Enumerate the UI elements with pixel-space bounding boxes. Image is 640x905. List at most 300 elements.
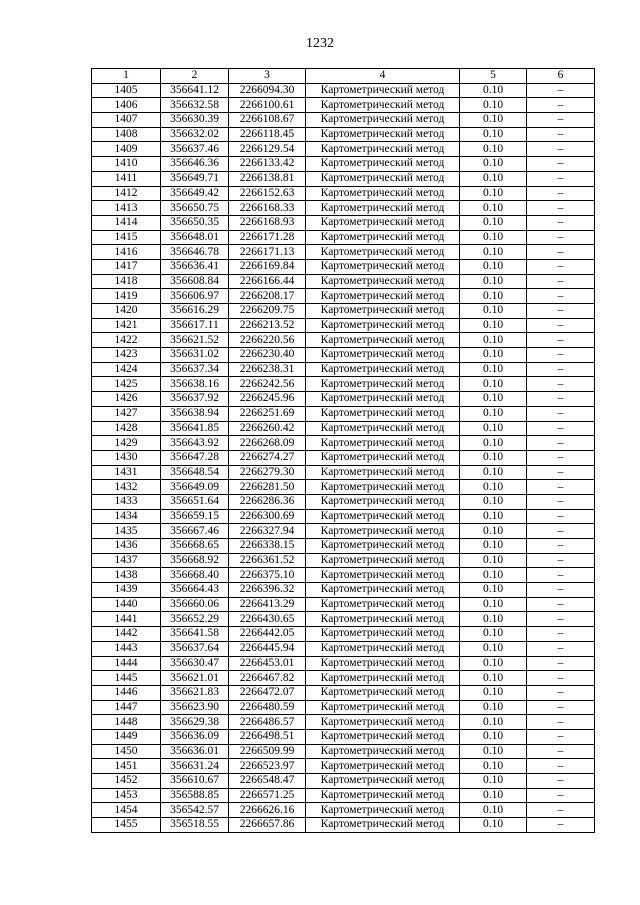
y-coordinate-cell: 2266626.16 (229, 803, 306, 818)
accuracy-cell: 0.10 (460, 568, 527, 583)
x-coordinate-cell: 356646.36 (161, 157, 229, 172)
y-coordinate-cell: 2266171.28 (229, 230, 306, 245)
x-coordinate-cell: 356623.90 (161, 700, 229, 715)
y-coordinate-cell: 2266208.17 (229, 289, 306, 304)
point-number-cell: 1446 (92, 685, 161, 700)
table-row (92, 392, 595, 407)
x-coordinate-cell: 356637.46 (161, 142, 229, 157)
point-number-cell: 1427 (92, 406, 161, 421)
y-coordinate-cell: 2266279.30 (229, 465, 306, 480)
point-number-cell: 1440 (92, 597, 161, 612)
table-row (92, 524, 595, 539)
y-coordinate-cell: 2266094.30 (229, 83, 306, 98)
description-cell: – (527, 142, 595, 157)
y-coordinate-cell: 2266220.56 (229, 333, 306, 348)
accuracy-cell: 0.10 (460, 436, 527, 451)
column-header: 4 (306, 69, 460, 84)
table-row (92, 142, 595, 157)
y-coordinate-cell: 2266242.56 (229, 377, 306, 392)
x-coordinate-cell: 356632.02 (161, 127, 229, 142)
table-row (92, 480, 595, 495)
accuracy-cell: 0.10 (460, 392, 527, 407)
table-row (92, 127, 595, 142)
y-coordinate-cell: 2266467.82 (229, 671, 306, 686)
method-cell: Картометрический метод (306, 788, 460, 803)
method-cell: Картометрический метод (306, 509, 460, 524)
x-coordinate-cell: 356664.43 (161, 583, 229, 598)
method-cell: Картометрический метод (306, 729, 460, 744)
x-coordinate-cell: 356631.02 (161, 348, 229, 363)
accuracy-cell: 0.10 (460, 362, 527, 377)
y-coordinate-cell: 2266245.96 (229, 392, 306, 407)
accuracy-cell: 0.10 (460, 539, 527, 554)
point-number-cell: 1422 (92, 333, 161, 348)
x-coordinate-cell: 356652.29 (161, 612, 229, 627)
method-cell: Картометрический метод (306, 171, 460, 186)
accuracy-cell: 0.10 (460, 333, 527, 348)
y-coordinate-cell: 2266430.65 (229, 612, 306, 627)
method-cell: Картометрический метод (306, 641, 460, 656)
table-row (92, 539, 595, 554)
x-coordinate-cell: 356610.67 (161, 774, 229, 789)
method-cell: Картометрический метод (306, 685, 460, 700)
table-row (92, 597, 595, 612)
description-cell: – (527, 304, 595, 319)
x-coordinate-cell: 356621.83 (161, 685, 229, 700)
table-row (92, 612, 595, 627)
point-number-cell: 1405 (92, 83, 161, 98)
point-number-cell: 1410 (92, 157, 161, 172)
y-coordinate-cell: 2266338.15 (229, 539, 306, 554)
method-cell: Картометрический метод (306, 553, 460, 568)
x-coordinate-cell: 356649.42 (161, 186, 229, 201)
x-coordinate-cell: 356542.57 (161, 803, 229, 818)
y-coordinate-cell: 2266396.32 (229, 583, 306, 598)
method-cell: Картометрический метод (306, 759, 460, 774)
method-cell: Картометрический метод (306, 450, 460, 465)
accuracy-cell: 0.10 (460, 245, 527, 260)
y-coordinate-cell: 2266657.86 (229, 818, 306, 833)
table-row (92, 259, 595, 274)
method-cell: Картометрический метод (306, 362, 460, 377)
point-number-cell: 1432 (92, 480, 161, 495)
x-coordinate-cell: 356651.64 (161, 494, 229, 509)
x-coordinate-cell: 356621.01 (161, 671, 229, 686)
accuracy-cell: 0.10 (460, 201, 527, 216)
description-cell: – (527, 215, 595, 230)
y-coordinate-cell: 2266486.57 (229, 715, 306, 730)
table-row (92, 83, 595, 98)
x-coordinate-cell: 356647.28 (161, 450, 229, 465)
accuracy-cell: 0.10 (460, 377, 527, 392)
y-coordinate-cell: 2266413.29 (229, 597, 306, 612)
y-coordinate-cell: 2266268.09 (229, 436, 306, 451)
point-number-cell: 1408 (92, 127, 161, 142)
y-coordinate-cell: 2266168.33 (229, 201, 306, 216)
x-coordinate-cell: 356637.92 (161, 392, 229, 407)
method-cell: Картометрический метод (306, 127, 460, 142)
point-number-cell: 1436 (92, 539, 161, 554)
x-coordinate-cell: 356636.01 (161, 744, 229, 759)
table-row (92, 700, 595, 715)
description-cell: – (527, 627, 595, 642)
y-coordinate-cell: 2266118.45 (229, 127, 306, 142)
accuracy-cell: 0.10 (460, 656, 527, 671)
description-cell: – (527, 759, 595, 774)
x-coordinate-cell: 356667.46 (161, 524, 229, 539)
accuracy-cell: 0.10 (460, 715, 527, 730)
y-coordinate-cell: 2266129.54 (229, 142, 306, 157)
table-row (92, 450, 595, 465)
method-cell: Картометрический метод (306, 83, 460, 98)
point-number-cell: 1445 (92, 671, 161, 686)
y-coordinate-cell: 2266100.61 (229, 98, 306, 113)
table-row (92, 583, 595, 598)
point-number-cell: 1450 (92, 744, 161, 759)
table-row (92, 715, 595, 730)
method-cell: Картометрический метод (306, 406, 460, 421)
table-row (92, 245, 595, 260)
x-coordinate-cell: 356631.24 (161, 759, 229, 774)
accuracy-cell: 0.10 (460, 259, 527, 274)
x-coordinate-cell: 356646.78 (161, 245, 229, 260)
y-coordinate-cell: 2266260.42 (229, 421, 306, 436)
description-cell: – (527, 715, 595, 730)
description-cell: – (527, 700, 595, 715)
method-cell: Картометрический метод (306, 245, 460, 260)
description-cell: – (527, 377, 595, 392)
table-row (92, 744, 595, 759)
y-coordinate-cell: 2266523.97 (229, 759, 306, 774)
x-coordinate-cell: 356650.35 (161, 215, 229, 230)
table-row (92, 671, 595, 686)
point-number-cell: 1435 (92, 524, 161, 539)
accuracy-cell: 0.10 (460, 127, 527, 142)
table-row (92, 685, 595, 700)
table-row (92, 318, 595, 333)
accuracy-cell: 0.10 (460, 803, 527, 818)
point-number-cell: 1447 (92, 700, 161, 715)
accuracy-cell: 0.10 (460, 759, 527, 774)
x-coordinate-cell: 356668.65 (161, 539, 229, 554)
method-cell: Картометрический метод (306, 583, 460, 598)
accuracy-cell: 0.10 (460, 641, 527, 656)
table-row (92, 215, 595, 230)
table-row (92, 641, 595, 656)
x-coordinate-cell: 356659.15 (161, 509, 229, 524)
y-coordinate-cell: 2266209.75 (229, 304, 306, 319)
x-coordinate-cell: 356660.06 (161, 597, 229, 612)
method-cell: Картометрический метод (306, 524, 460, 539)
description-cell: – (527, 157, 595, 172)
description-cell: – (527, 348, 595, 363)
description-cell: – (527, 597, 595, 612)
x-coordinate-cell: 356636.41 (161, 259, 229, 274)
description-cell: – (527, 465, 595, 480)
table-row (92, 333, 595, 348)
accuracy-cell: 0.10 (460, 553, 527, 568)
table-row (92, 509, 595, 524)
point-number-cell: 1448 (92, 715, 161, 730)
table-row (92, 553, 595, 568)
table-row (92, 568, 595, 583)
y-coordinate-cell: 2266453.01 (229, 656, 306, 671)
x-coordinate-cell: 356638.94 (161, 406, 229, 421)
accuracy-cell: 0.10 (460, 157, 527, 172)
table-row (92, 186, 595, 201)
x-coordinate-cell: 356588.85 (161, 788, 229, 803)
x-coordinate-cell: 356630.47 (161, 656, 229, 671)
accuracy-cell: 0.10 (460, 612, 527, 627)
description-cell: – (527, 186, 595, 201)
accuracy-cell: 0.10 (460, 627, 527, 642)
description-cell: – (527, 98, 595, 113)
coordinates-table (91, 68, 595, 833)
method-cell: Картометрический метод (306, 627, 460, 642)
method-cell: Картометрический метод (306, 494, 460, 509)
accuracy-cell: 0.10 (460, 215, 527, 230)
accuracy-cell: 0.10 (460, 480, 527, 495)
accuracy-cell: 0.10 (460, 98, 527, 113)
y-coordinate-cell: 2266238.31 (229, 362, 306, 377)
description-cell: – (527, 774, 595, 789)
description-cell: – (527, 274, 595, 289)
point-number-cell: 1409 (92, 142, 161, 157)
accuracy-cell: 0.10 (460, 818, 527, 833)
accuracy-cell: 0.10 (460, 289, 527, 304)
y-coordinate-cell: 2266213.52 (229, 318, 306, 333)
description-cell: – (527, 553, 595, 568)
point-number-cell: 1443 (92, 641, 161, 656)
table-row (92, 377, 595, 392)
x-coordinate-cell: 356632.58 (161, 98, 229, 113)
description-cell: – (527, 656, 595, 671)
point-number-cell: 1454 (92, 803, 161, 818)
table-row (92, 98, 595, 113)
y-coordinate-cell: 2266171.13 (229, 245, 306, 260)
x-coordinate-cell: 356630.39 (161, 113, 229, 128)
y-coordinate-cell: 2266498.51 (229, 729, 306, 744)
y-coordinate-cell: 2266274.27 (229, 450, 306, 465)
y-coordinate-cell: 2266442.05 (229, 627, 306, 642)
x-coordinate-cell: 356518.55 (161, 818, 229, 833)
description-cell: – (527, 201, 595, 216)
point-number-cell: 1429 (92, 436, 161, 451)
x-coordinate-cell: 356621.52 (161, 333, 229, 348)
accuracy-cell: 0.10 (460, 406, 527, 421)
accuracy-cell: 0.10 (460, 597, 527, 612)
x-coordinate-cell: 356649.09 (161, 480, 229, 495)
accuracy-cell: 0.10 (460, 348, 527, 363)
accuracy-cell: 0.10 (460, 186, 527, 201)
method-cell: Картометрический метод (306, 201, 460, 216)
method-cell: Картометрический метод (306, 142, 460, 157)
point-number-cell: 1418 (92, 274, 161, 289)
accuracy-cell: 0.10 (460, 685, 527, 700)
point-number-cell: 1437 (92, 553, 161, 568)
point-number-cell: 1444 (92, 656, 161, 671)
point-number-cell: 1424 (92, 362, 161, 377)
point-number-cell: 1426 (92, 392, 161, 407)
method-cell: Картометрический метод (306, 377, 460, 392)
table-row (92, 774, 595, 789)
description-cell: – (527, 83, 595, 98)
description-cell: – (527, 392, 595, 407)
point-number-cell: 1412 (92, 186, 161, 201)
method-cell: Картометрический метод (306, 465, 460, 480)
table-row (92, 436, 595, 451)
x-coordinate-cell: 356616.29 (161, 304, 229, 319)
point-number-cell: 1455 (92, 818, 161, 833)
y-coordinate-cell: 2266152.63 (229, 186, 306, 201)
description-cell: – (527, 318, 595, 333)
accuracy-cell: 0.10 (460, 494, 527, 509)
description-cell: – (527, 245, 595, 260)
y-coordinate-cell: 2266300.69 (229, 509, 306, 524)
point-number-cell: 1411 (92, 171, 161, 186)
description-cell: – (527, 436, 595, 451)
method-cell: Картометрический метод (306, 818, 460, 833)
method-cell: Картометрический метод (306, 700, 460, 715)
y-coordinate-cell: 2266327.94 (229, 524, 306, 539)
method-cell: Картометрический метод (306, 98, 460, 113)
accuracy-cell: 0.10 (460, 171, 527, 186)
description-cell: – (527, 818, 595, 833)
method-cell: Картометрический метод (306, 304, 460, 319)
method-cell: Картометрический метод (306, 421, 460, 436)
method-cell: Картометрический метод (306, 744, 460, 759)
description-cell: – (527, 524, 595, 539)
table-row (92, 803, 595, 818)
method-cell: Картометрический метод (306, 289, 460, 304)
accuracy-cell: 0.10 (460, 113, 527, 128)
description-cell: – (527, 480, 595, 495)
point-number-cell: 1416 (92, 245, 161, 260)
accuracy-cell: 0.10 (460, 583, 527, 598)
x-coordinate-cell: 356636.09 (161, 729, 229, 744)
accuracy-cell: 0.10 (460, 142, 527, 157)
accuracy-cell: 0.10 (460, 700, 527, 715)
column-header: 1 (92, 69, 161, 84)
accuracy-cell: 0.10 (460, 729, 527, 744)
description-cell: – (527, 539, 595, 554)
description-cell: – (527, 450, 595, 465)
point-number-cell: 1439 (92, 583, 161, 598)
table-row (92, 494, 595, 509)
point-number-cell: 1413 (92, 201, 161, 216)
y-coordinate-cell: 2266168.93 (229, 215, 306, 230)
point-number-cell: 1451 (92, 759, 161, 774)
table-row (92, 304, 595, 319)
point-number-cell: 1449 (92, 729, 161, 744)
point-number-cell: 1423 (92, 348, 161, 363)
accuracy-cell: 0.10 (460, 465, 527, 480)
description-cell: – (527, 289, 595, 304)
y-coordinate-cell: 2266480.59 (229, 700, 306, 715)
method-cell: Картометрический метод (306, 215, 460, 230)
column-header: 3 (229, 69, 306, 84)
accuracy-cell: 0.10 (460, 304, 527, 319)
method-cell: Картометрический метод (306, 157, 460, 172)
y-coordinate-cell: 2266281.50 (229, 480, 306, 495)
method-cell: Картометрический метод (306, 612, 460, 627)
point-number-cell: 1433 (92, 494, 161, 509)
y-coordinate-cell: 2266548.47 (229, 774, 306, 789)
description-cell: – (527, 744, 595, 759)
y-coordinate-cell: 2266230.40 (229, 348, 306, 363)
table-row (92, 465, 595, 480)
method-cell: Картометрический метод (306, 274, 460, 289)
accuracy-cell: 0.10 (460, 788, 527, 803)
point-number-cell: 1434 (92, 509, 161, 524)
description-cell: – (527, 362, 595, 377)
description-cell: – (527, 729, 595, 744)
table-row (92, 201, 595, 216)
description-cell: – (527, 788, 595, 803)
accuracy-cell: 0.10 (460, 744, 527, 759)
point-number-cell: 1452 (92, 774, 161, 789)
page-number: 1232 (306, 36, 334, 51)
point-number-cell: 1420 (92, 304, 161, 319)
y-coordinate-cell: 2266138.81 (229, 171, 306, 186)
point-number-cell: 1425 (92, 377, 161, 392)
method-cell: Картометрический метод (306, 671, 460, 686)
x-coordinate-cell: 356648.54 (161, 465, 229, 480)
accuracy-cell: 0.10 (460, 421, 527, 436)
method-cell: Картометрический метод (306, 568, 460, 583)
method-cell: Картометрический метод (306, 318, 460, 333)
accuracy-cell: 0.10 (460, 83, 527, 98)
description-cell: – (527, 803, 595, 818)
y-coordinate-cell: 2266375.10 (229, 568, 306, 583)
method-cell: Картометрический метод (306, 186, 460, 201)
table-row (92, 113, 595, 128)
description-cell: – (527, 421, 595, 436)
table-row (92, 406, 595, 421)
method-cell: Картометрический метод (306, 259, 460, 274)
y-coordinate-cell: 2266571.25 (229, 788, 306, 803)
x-coordinate-cell: 356629.38 (161, 715, 229, 730)
x-coordinate-cell: 356648.01 (161, 230, 229, 245)
description-cell: – (527, 171, 595, 186)
accuracy-cell: 0.10 (460, 230, 527, 245)
description-cell: – (527, 494, 595, 509)
table-row (92, 289, 595, 304)
accuracy-cell: 0.10 (460, 450, 527, 465)
point-number-cell: 1407 (92, 113, 161, 128)
table-row (92, 171, 595, 186)
table-row (92, 362, 595, 377)
y-coordinate-cell: 2266133.42 (229, 157, 306, 172)
table-row (92, 348, 595, 363)
point-number-cell: 1417 (92, 259, 161, 274)
method-cell: Картометрический метод (306, 803, 460, 818)
column-header: 6 (527, 69, 595, 84)
table-body (92, 83, 595, 832)
point-number-cell: 1406 (92, 98, 161, 113)
point-number-cell: 1415 (92, 230, 161, 245)
point-number-cell: 1441 (92, 612, 161, 627)
x-coordinate-cell: 356668.92 (161, 553, 229, 568)
description-cell: – (527, 127, 595, 142)
table-row (92, 274, 595, 289)
description-cell: – (527, 612, 595, 627)
accuracy-cell: 0.10 (460, 509, 527, 524)
accuracy-cell: 0.10 (460, 274, 527, 289)
method-cell: Картометрический метод (306, 230, 460, 245)
x-coordinate-cell: 356643.92 (161, 436, 229, 451)
point-number-cell: 1430 (92, 450, 161, 465)
